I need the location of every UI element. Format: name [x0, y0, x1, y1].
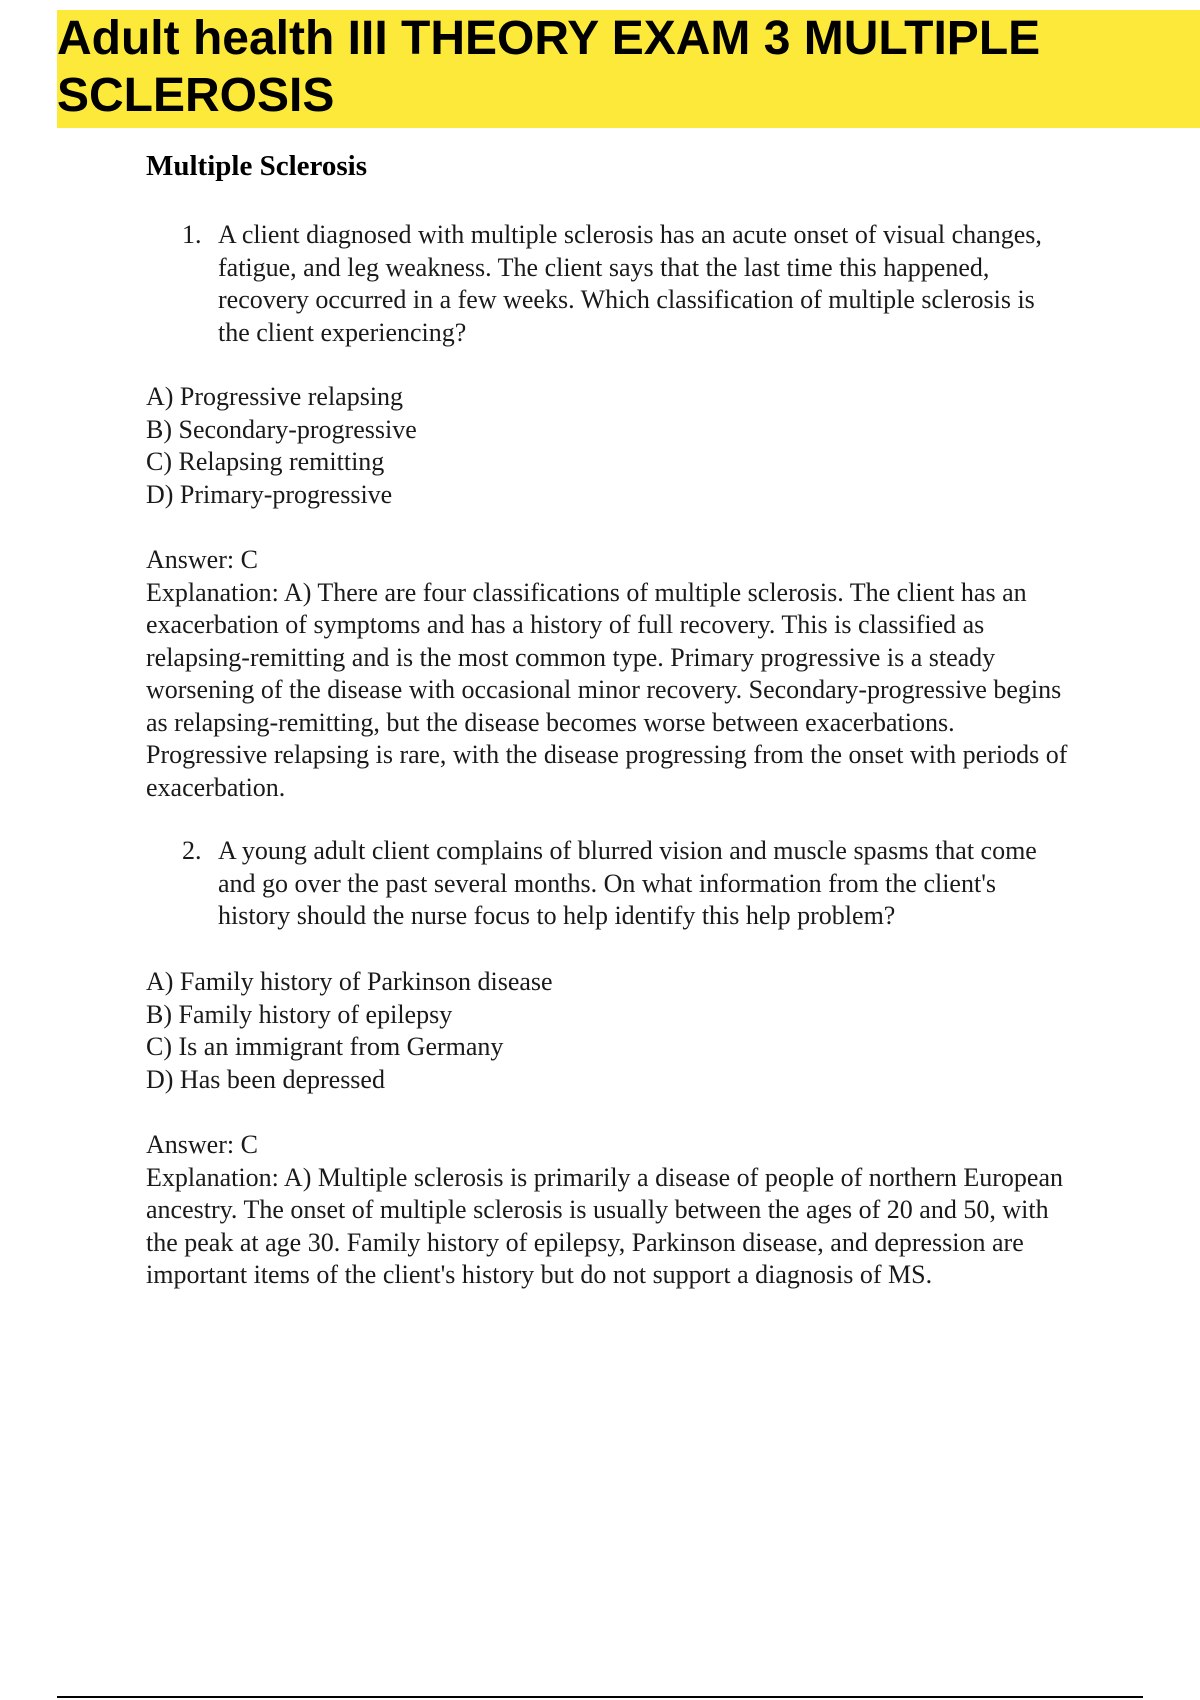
option-d: D) Has been depressed: [146, 1064, 385, 1094]
option-c: C) Relapsing remitting: [146, 447, 385, 476]
answer: Answer: C: [146, 545, 258, 574]
option-a: A) Progressive relapsing: [146, 382, 404, 411]
option-a: A) Family history of Parkinson disease: [146, 967, 553, 996]
document-title: Adult health III THEORY EXAM 3 MULTIPLE SCLEROSIS: [57, 12, 1041, 122]
option-b: B) Secondary-progressive: [146, 414, 417, 444]
explanation: Explanation: A) Multiple sclerosis is primarily a disease of people of northern European ancestry. The onset of multiple sclerosis is usually between the ages of 20 and 50, with the peak at age 30. Family history of epilepsy, Parkinson disease, and depression are important items of the client's history but do not support a diagnosis of MS.: [146, 1162, 1063, 1289]
answer-block-1: [146, 544, 1076, 804]
question-text: A young adult client complains of blurred vision and muscle spasms that come and go over the past several months. On what information from the client's history should the nurse focus to help identify this help problem?: [218, 836, 1037, 930]
answer: Answer: C: [146, 1130, 258, 1159]
option-b: B) Family history of epilepsy: [146, 999, 453, 1029]
options-list-1: [146, 381, 417, 511]
explanation: Explanation: A) There are four classifications of multiple sclerosis. The client has an exacerbation of symptoms and has a history of full recovery. This is classified as relapsing-remitting and is the most common type. Primary progressive is a steady worsening of the disease with occasional minor recovery. Secondary-progressive begins as relapsing-remitting, but the disease becomes worse between exacerbations. Progressive relapsing is rare, with the disease progressing from the onset with periods of exacerbation.: [146, 577, 1068, 802]
options-list-2: [146, 966, 553, 1096]
footer-divider: [57, 1696, 1143, 1698]
section-heading: Multiple Sclerosis: [146, 150, 367, 182]
question-number: 1.: [182, 220, 202, 249]
question-1: [182, 219, 1062, 349]
title-banner: [57, 10, 1200, 128]
option-c: C) Is an immigrant from Germany: [146, 1032, 504, 1061]
question-text: A client diagnosed with multiple sclerosis has an acute onset of visual changes, fatigue, and leg weakness. The client says that the last time this happened, recovery occurred in a few weeks. Which classification of multiple sclerosis is the client experiencing?: [218, 220, 1042, 347]
answer-block-2: [146, 1129, 1076, 1292]
option-d: D) Primary-progressive: [146, 479, 393, 509]
question-2: [182, 835, 1062, 933]
question-number: 2.: [182, 836, 202, 865]
